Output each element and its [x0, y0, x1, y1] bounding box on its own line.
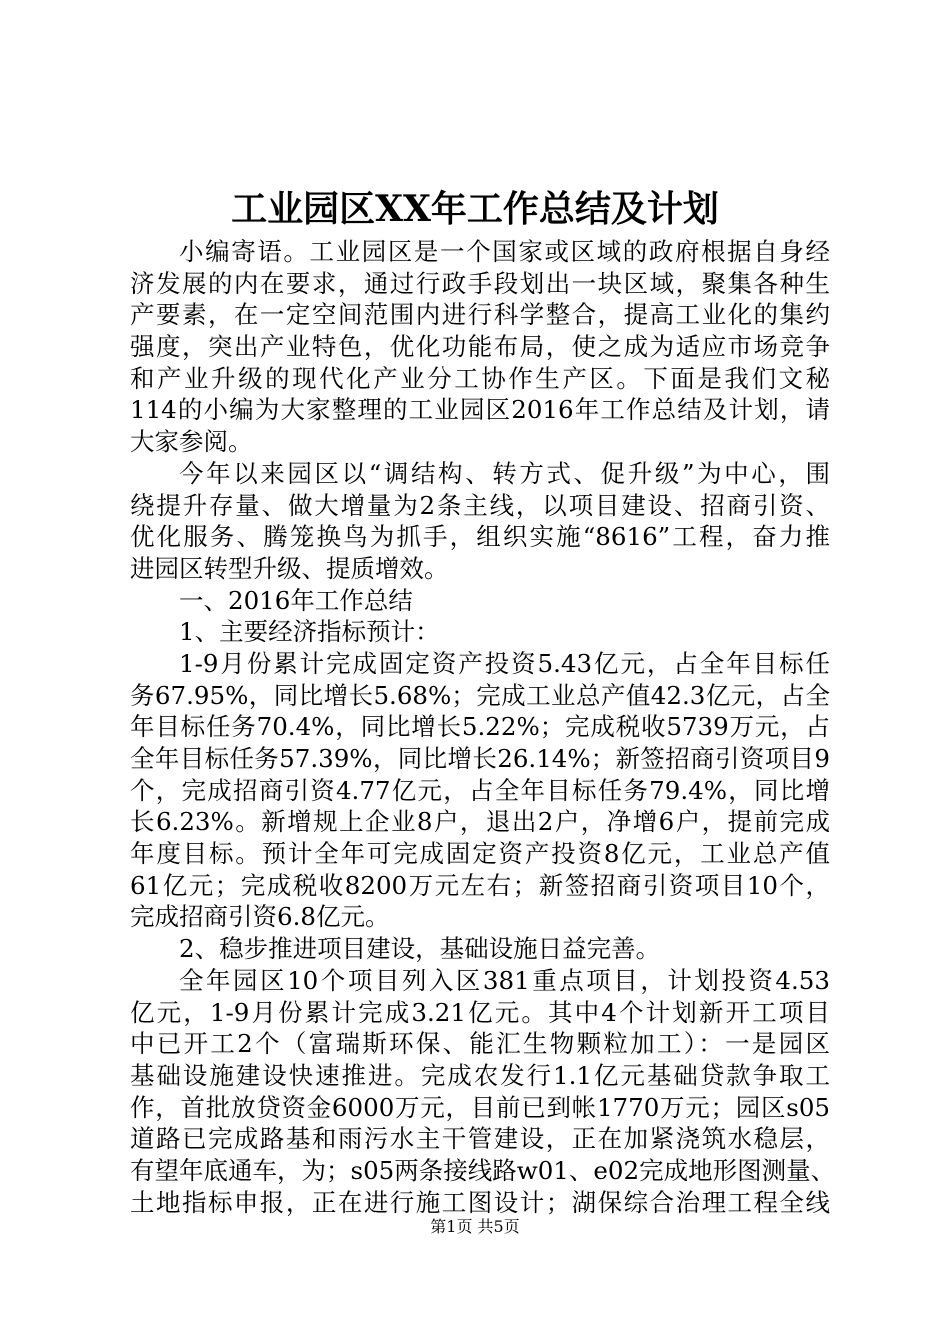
text-line: 个，完成招商引资4.77亿元，占全年目标任务79.4%，同比增 [130, 775, 830, 805]
text-line: 土地指标申报，正在进行施工图设计；湖保综合治理工程全线 [130, 1187, 830, 1217]
text-line: 年度目标。预计全年可完成固定资产投资8亿元，工业总产值 [130, 839, 830, 869]
text-line: 1、主要经济指标预计： [179, 617, 440, 647]
text-line: 产要素，在一定空间范围内进行科学整合，提高工业化的集约 [130, 300, 830, 330]
text-line: 进园区转型升级、提质增效。 [130, 553, 449, 583]
page-footer: 第1页 共5页 [430, 1217, 520, 1236]
text-line: 一、2016年工作总结 [179, 585, 413, 615]
text-line: 有望年底通车，为；s05两条接线路w01、e02完成地形图测量、 [130, 1155, 836, 1185]
text-line: 基础设施建设快速推进。完成农发行1.1亿元基础贷款争取工 [130, 1060, 830, 1090]
text-line: 强度，突出产业特色，优化功能布局，使之成为适应市场竞争 [130, 332, 830, 362]
text-line: 和产业升级的现代化产业分工协作生产区。下面是我们文秘 [130, 363, 830, 393]
text-line: 亿元，1-9月份累计完成3.21亿元。其中4个计划新开工项目 [130, 997, 830, 1027]
text-line: 今年以来园区以“调结构、转方式、促升级”为中心，围 [179, 458, 830, 488]
text-line: 绕提升存量、做大增量为2条主线，以项目建设、招商引资、 [130, 490, 830, 520]
text-line: 优化服务、腾笼换鸟为抓手，组织实施“8616”工程，奋力推 [130, 522, 830, 552]
text-line: 114的小编为大家整理的工业园区2016年工作总结及计划，请 [130, 395, 830, 425]
text-line: 作，首批放贷资金6000万元，目前已到帐1770万元；园区s05 [130, 1092, 830, 1122]
text-line: 2、稳步推进项目建设，基础设施日益完善。 [179, 934, 661, 964]
text-line: 中已开工2个（富瑞斯环保、能汇生物颗粒加工）：一是园区 [130, 1029, 830, 1059]
text-line: 完成招商引资6.8亿元。 [130, 902, 390, 932]
text-line: 务67.95%，同比增长5.68%；完成工业总产值42.3亿元，占全 [130, 680, 830, 710]
text-line: 道路已完成路基和雨污水主干管建设，正在加紧浇筑水稳层， [130, 1124, 830, 1154]
text-line: 全年目标任务57.39%，同比增长26.14%；新签招商引资项目9 [130, 744, 830, 773]
document-title: 工业园区XX年工作总结及计划 [231, 188, 719, 230]
text-line: 小编寄语。工业园区是一个国家或区域的政府根据自身经 [179, 237, 830, 266]
text-line: 长6.23%。新增规上企业8户，退出2户，净增6户，提前完成 [130, 807, 830, 837]
text-line: 大家参阅。 [130, 427, 253, 457]
text-line: 年目标任务70.4%，同比增长5.22%；完成税收5739万元，占 [130, 712, 830, 742]
text-line: 全年园区10个项目列入区381重点项目，计划投资4.53 [179, 965, 830, 995]
text-line: 济发展的内在要求，通过行政手段划出一块区域，聚集各种生 [130, 268, 830, 298]
text-line: 1-9月份累计完成固定资产投资5.43亿元，占全年目标任 [179, 648, 830, 678]
document-body [130, 236, 836, 1218]
text-line: 61亿元；完成税收8200万元左右；新签招商引资项目10个， [130, 870, 830, 900]
